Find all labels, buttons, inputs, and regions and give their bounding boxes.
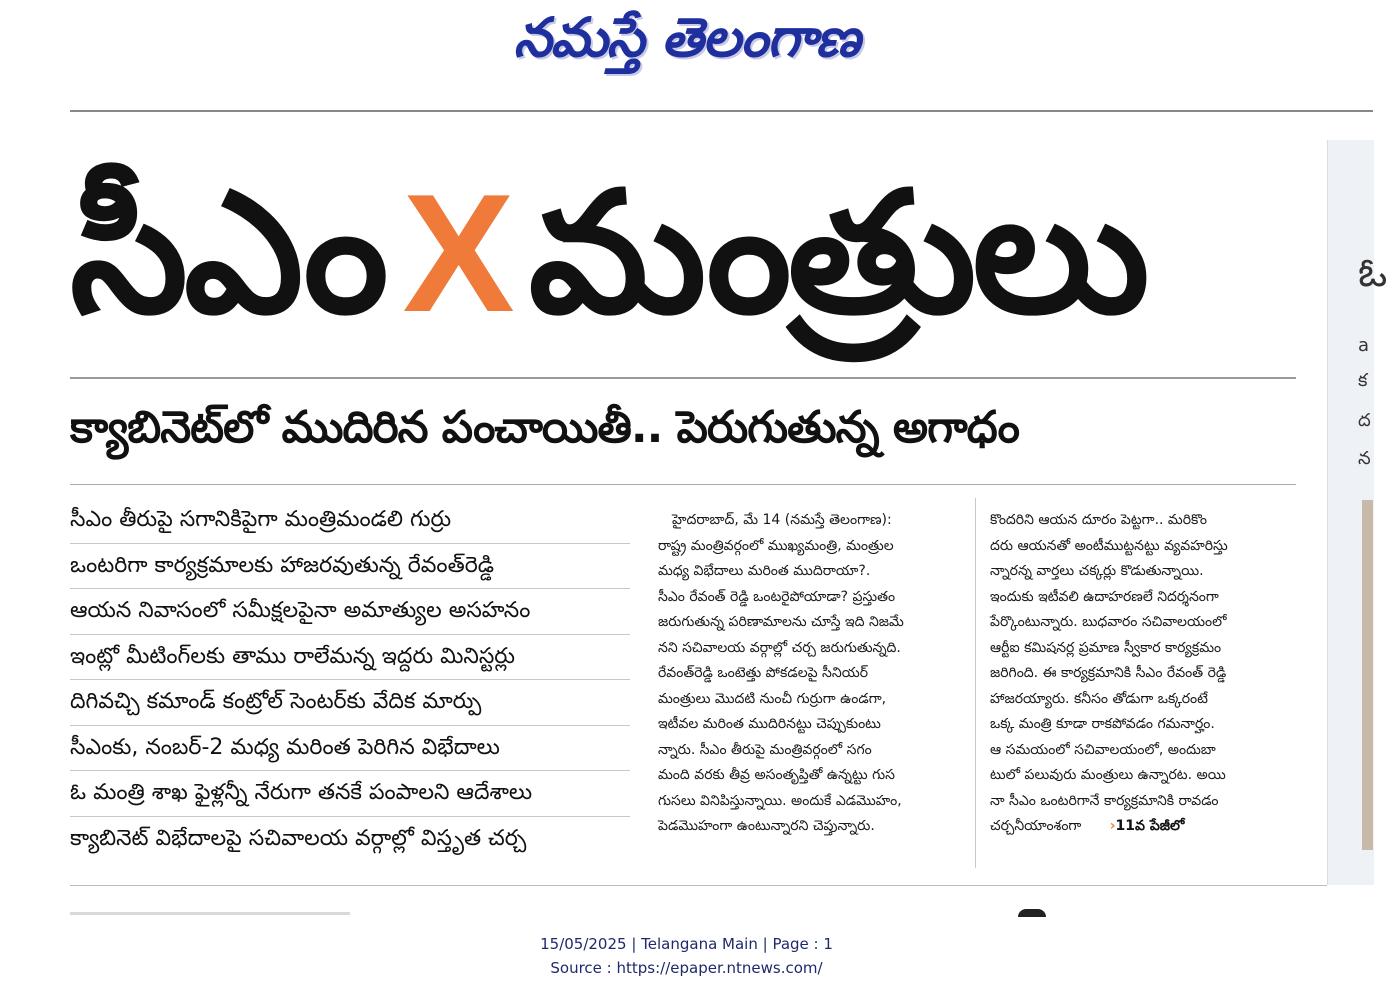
masthead	[0, 0, 1373, 80]
highlight-item: ఆయన నివాసంలో సమీక్షలపైనా అమాత్యుల అసహనం	[70, 589, 630, 635]
chevron-right-icon: ›	[1109, 818, 1116, 834]
article-line: న్నారన్న వార్తలు చక్కర్లు కొడుతున్నాయి.	[990, 563, 1204, 579]
headline-right: మంత్రులు	[528, 155, 1146, 351]
headline-rule	[70, 377, 1296, 379]
article-line: మధ్య విభేదాలు మరింత ముదిరాయా?.	[658, 563, 871, 579]
article-line: నా సీఎం ఒంటరిగానే కార్యక్రమానికి రావడం	[990, 792, 1219, 809]
adjacent-story-glyph: ఓ	[1358, 250, 1387, 296]
page-footer	[0, 932, 1373, 980]
highlight-item: దిగివచ్చి కమాండ్ కంట్రోల్ సెంటర్‌కు వేదిక మార్పు	[70, 680, 630, 726]
next-story-mark	[1018, 909, 1046, 917]
newspaper-logo: నమస్తే తెలంగాణ	[513, 6, 860, 69]
column-divider	[975, 498, 976, 868]
highlights-list	[70, 498, 630, 862]
article-line: గుసలు వినిపిస్తున్నాయి. అందుకే ఎడమొహం,	[658, 792, 902, 809]
next-story-rule	[70, 912, 350, 915]
article-line: జరుగుతున్న పరిణామాలను చూస్తే ఇది నిజమే	[658, 614, 904, 630]
article-line-last	[990, 814, 1295, 840]
source-link[interactable]: Source : https://epaper.ntnews.com/	[550, 959, 823, 977]
article-line: రాష్ట్ర మంత్రివర్గంలో ముఖ్యమంత్రి, మంత్రుల	[658, 537, 894, 554]
article-line: ఇందుకు ఇటీవలి ఉదాహరణలే నిదర్శనంగా	[990, 588, 1219, 605]
highlight-item: సీఎం తీరుపై సగానికిపైగా మంత్రిమండలి గుర్రు	[70, 498, 630, 544]
article-line: హాజరయ్యారు. కనీసం తోడుగా ఒక్కరంటే	[990, 690, 1208, 707]
subheadline: క్యాబినెట్‌లో ముదిరిన పంచాయితీ.. పెరుగుతున్న అగాధం	[70, 402, 1019, 453]
article-line: ఆ సమయంలో సచివాలయంలో, అందుబా	[990, 741, 1216, 758]
subheadline-rule	[70, 484, 1296, 485]
article-line: దరు ఆయనతో అంటీముట్టనట్టు వ్యవహరిస్తు	[990, 537, 1228, 554]
adjacent-story-glyph: న	[1358, 448, 1371, 469]
article-line: న్నారు. సీఎం తీరుపై మంత్రివర్గంలో సగం	[658, 741, 872, 758]
article-line: టులో పలువురు మంత్రులు ఉన్నారట. అయి	[990, 767, 1226, 783]
edition-info: 15/05/2025 | Telangana Main | Page : 1	[540, 935, 833, 953]
article-line: ఆర్టీఐ కమిషనర్ల ప్రమాణ స్వీకార కార్యక్రమం	[990, 639, 1222, 656]
article-line: ఒక్క మంత్రి కూడా రాకపోవడం గమనార్హం.	[990, 716, 1215, 732]
main-headline	[70, 148, 1300, 358]
headline-left: సీఎం	[70, 155, 385, 351]
highlight-item: ఓ మంత్రి శాఖ ఫైళ్లన్నీ నేరుగా తనకే పంపాలని ఆదేశాలు	[70, 771, 630, 817]
article-line: నని సచివాలయ వర్గాల్లో చర్చ జరుగుతున్నది.	[658, 639, 901, 656]
adjacent-story-glyph: ద	[1358, 410, 1371, 431]
article-line: హైదరాబాద్, మే 14 (నమస్తే తెలంగాణ):	[672, 512, 892, 528]
article-line: జరిగింది. ఈ కార్యక్రమానికి సీఎం రేవంత్ రెడ్డి	[990, 665, 1227, 681]
adjacent-story-glyph: a	[1358, 335, 1370, 356]
article-line: పేర్కొంటున్నారు. బుధవారం సచివాలయంలో	[990, 614, 1227, 630]
headline-versus-mark: X	[402, 159, 511, 347]
article-line: కొందరిని ఆయన దూరం పెట్టగా.. మరికొం	[990, 512, 1207, 528]
article-line: సీఎం రేవంత్ రెడ్డి ఒంటరైపోయాడా? ప్రస్తుతం	[658, 588, 896, 605]
highlight-item: ఒంటరిగా కార్యక్రమాలకు హాజరవుతున్న రేవంత్‌రెడ్డి	[70, 544, 630, 590]
highlight-item: సీఎంకు, నంబర్-2 మధ్య మరింత పెరిగిన విభేదాలు	[70, 726, 630, 772]
adjacent-story-photo	[1362, 500, 1373, 850]
article-line: మంది వరకు తీవ్ర అసంతృప్తితో ఉన్నట్టు గుస	[658, 767, 895, 783]
adjacent-story-glyph: క	[1358, 370, 1368, 391]
article-line: ఇటీవల మరింత ముదిరినట్టు చెప్పుకుంటు	[658, 716, 881, 732]
article-last-words: చర్చనీయాంశంగా	[990, 818, 1082, 834]
article-line: రేవంత్‌రెడ్డి ఒంటెత్తు పోకడలపై సీనియర్	[658, 665, 868, 681]
highlight-item: ఇంట్లో మీటింగ్‌లకు తాము రాలేమన్న ఇద్దరు మినిస్టర్లు	[70, 635, 630, 681]
article-line: మంత్రులు మొదటి నుంచీ గుర్రుగా ఉండగా,	[658, 690, 887, 707]
jump-label: 11వ పేజీలో	[1115, 818, 1185, 834]
article-column-2	[990, 508, 1295, 840]
masthead-rule	[70, 110, 1373, 112]
article-line: పెడమొహంగా ఉంటున్నారని చెప్తున్నారు.	[658, 818, 875, 834]
continued-on-page-link[interactable]	[1110, 818, 1185, 834]
article-column-1	[658, 508, 963, 840]
article-bottom-rule	[70, 885, 1327, 886]
highlight-item: క్యాబినెట్ విభేదాలపై సచివాలయ వర్గాల్లో విస్తృత చర్చ	[70, 825, 527, 851]
